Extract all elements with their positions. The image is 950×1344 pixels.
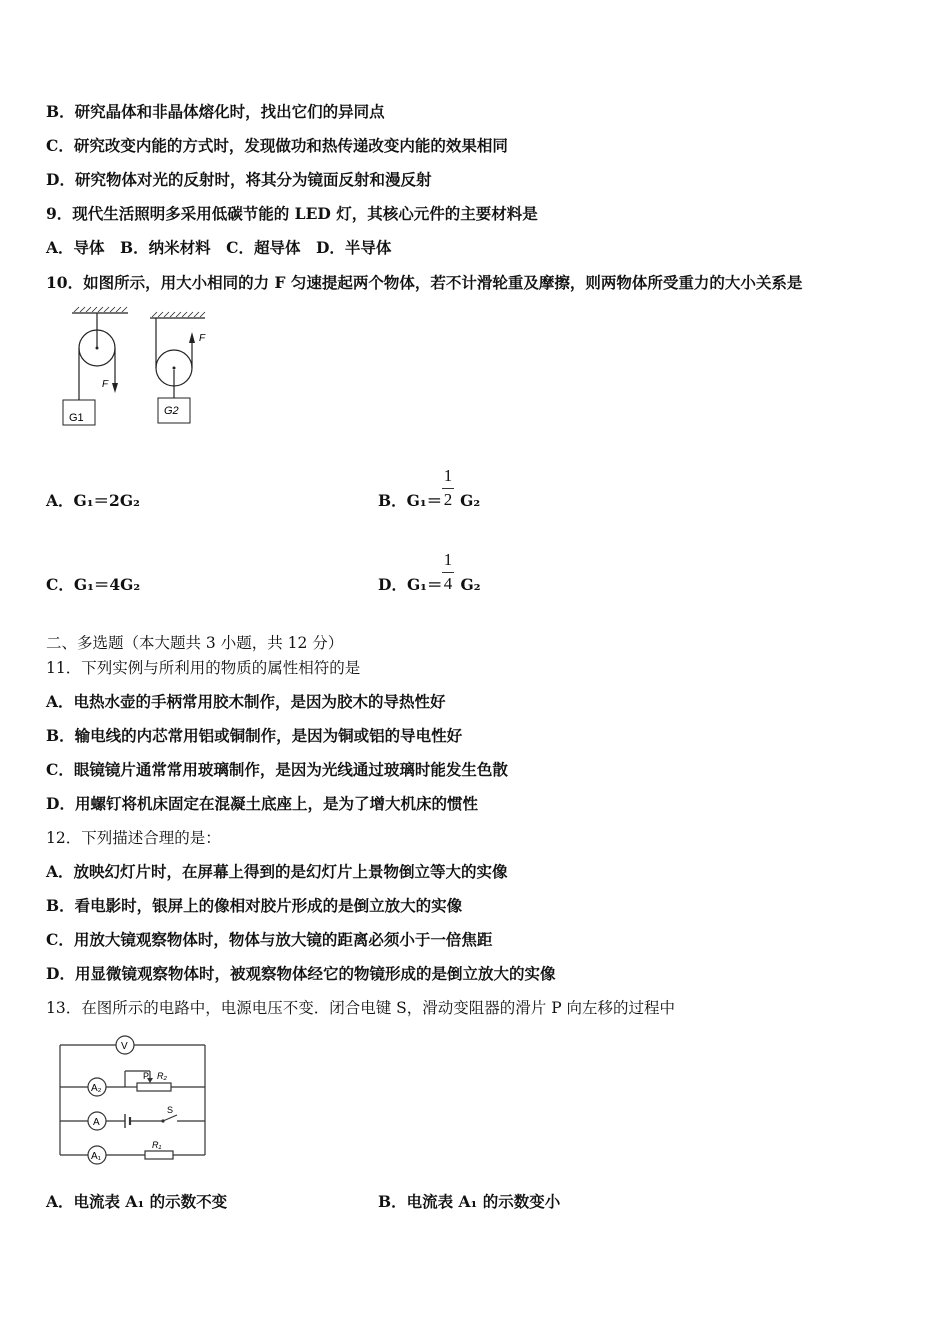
circuit-diagram <box>55 1035 215 1170</box>
q8-option-c: C．研究改变内能的方式时，发现做功和热传递改变内能的效果相同 <box>46 136 508 155</box>
q13-option-b: B．电流表 A₁ 的示数变小 <box>378 1192 561 1211</box>
q12-option-d: D．用显微镜观察物体时，被观察物体经它的物镜形成的是倒立放大的实像 <box>46 964 556 983</box>
q8-option-b: B．研究晶体和非晶体熔化时，找出它们的异同点 <box>46 102 385 121</box>
q11-stem: 11．下列实例与所利用的物质的属性相符的是 <box>46 659 361 677</box>
force-label-left: F <box>102 379 109 390</box>
q11-option-d: D．用螺钉将机床固定在混凝土底座上，是为了增大机床的惯性 <box>46 794 478 813</box>
slider-p-label: P <box>143 1071 150 1081</box>
g1-label: G1 <box>69 412 84 424</box>
r2-label: R₂ <box>157 1071 167 1081</box>
r1-label: R₁ <box>152 1140 162 1150</box>
q10-option-b: B．G₁＝ G₂ <box>378 491 481 510</box>
q10-option-a: A．G₁＝2G₂ <box>46 491 140 510</box>
q10-stem: 10．如图所示，用大小相同的力 F 匀速提起两个物体，若不计滑轮重及摩擦，则两物体所受重力的大小关系是 <box>46 273 803 292</box>
q10-option-d-numerator: 1 <box>443 550 453 569</box>
section-heading-multiple-choice: 二、多选题（本大题共 3 小题，共 12 分） <box>46 634 344 652</box>
q10-option-c: C．G₁＝4G₂ <box>46 575 141 594</box>
q9-options: A．导体 B．纳米材料 C．超导体 D．半导体 <box>46 238 392 257</box>
q10-option-d: D．G₁＝ G₂ <box>378 575 481 594</box>
q10-option-b-denominator: 2 <box>443 490 453 509</box>
q10-option-d-denominator: 4 <box>443 574 453 593</box>
force-label-right: F <box>199 333 206 344</box>
q8-option-d: D．研究物体对光的反射时，将其分为镜面反射和漫反射 <box>46 170 432 189</box>
q11-option-c: C．眼镜镜片通常常用玻璃制作，是因为光线通过玻璃时能发生色散 <box>46 760 508 779</box>
q13-option-a: A．电流表 A₁ 的示数不变 <box>46 1192 228 1211</box>
pulley-figure <box>55 305 225 430</box>
g2-label: G2 <box>164 405 179 417</box>
ammeter-a2-label: A₂ <box>91 1083 102 1094</box>
q9-stem: 9．现代生活照明多采用低碳节能的 LED 灯，其核心元件的主要材料是 <box>46 204 538 223</box>
q12-option-b: B．看电影时，银屏上的像相对胶片形成的是倒立放大的实像 <box>46 896 463 915</box>
ammeter-a-label: A <box>93 1117 100 1128</box>
ammeter-a1-label: A₁ <box>91 1151 102 1162</box>
voltmeter-label: V <box>121 1041 128 1052</box>
q13-stem: 13．在图所示的电路中，电源电压不变．闭合电键 S，滑动变阻器的滑片 P 向左移的过程中 <box>46 999 676 1017</box>
q11-option-a: A．电热水壶的手柄常用胶木制作，是因为胶木的导热性好 <box>46 692 446 711</box>
switch-s-label: S <box>167 1105 174 1115</box>
q11-option-b: B．输电线的内芯常用铝或铜制作，是因为铜或铝的导电性好 <box>46 726 463 745</box>
q12-stem: 12．下列描述合理的是： <box>46 829 221 847</box>
q10-option-d-fraction-bar <box>442 572 454 573</box>
q12-option-a: A．放映幻灯片时，在屏幕上得到的是幻灯片上景物倒立等大的实像 <box>46 862 508 881</box>
q10-option-b-fraction-bar <box>442 488 454 489</box>
q12-option-c: C．用放大镜观察物体时，物体与放大镜的距离必须小于一倍焦距 <box>46 930 493 949</box>
q10-option-b-numerator: 1 <box>443 466 453 485</box>
